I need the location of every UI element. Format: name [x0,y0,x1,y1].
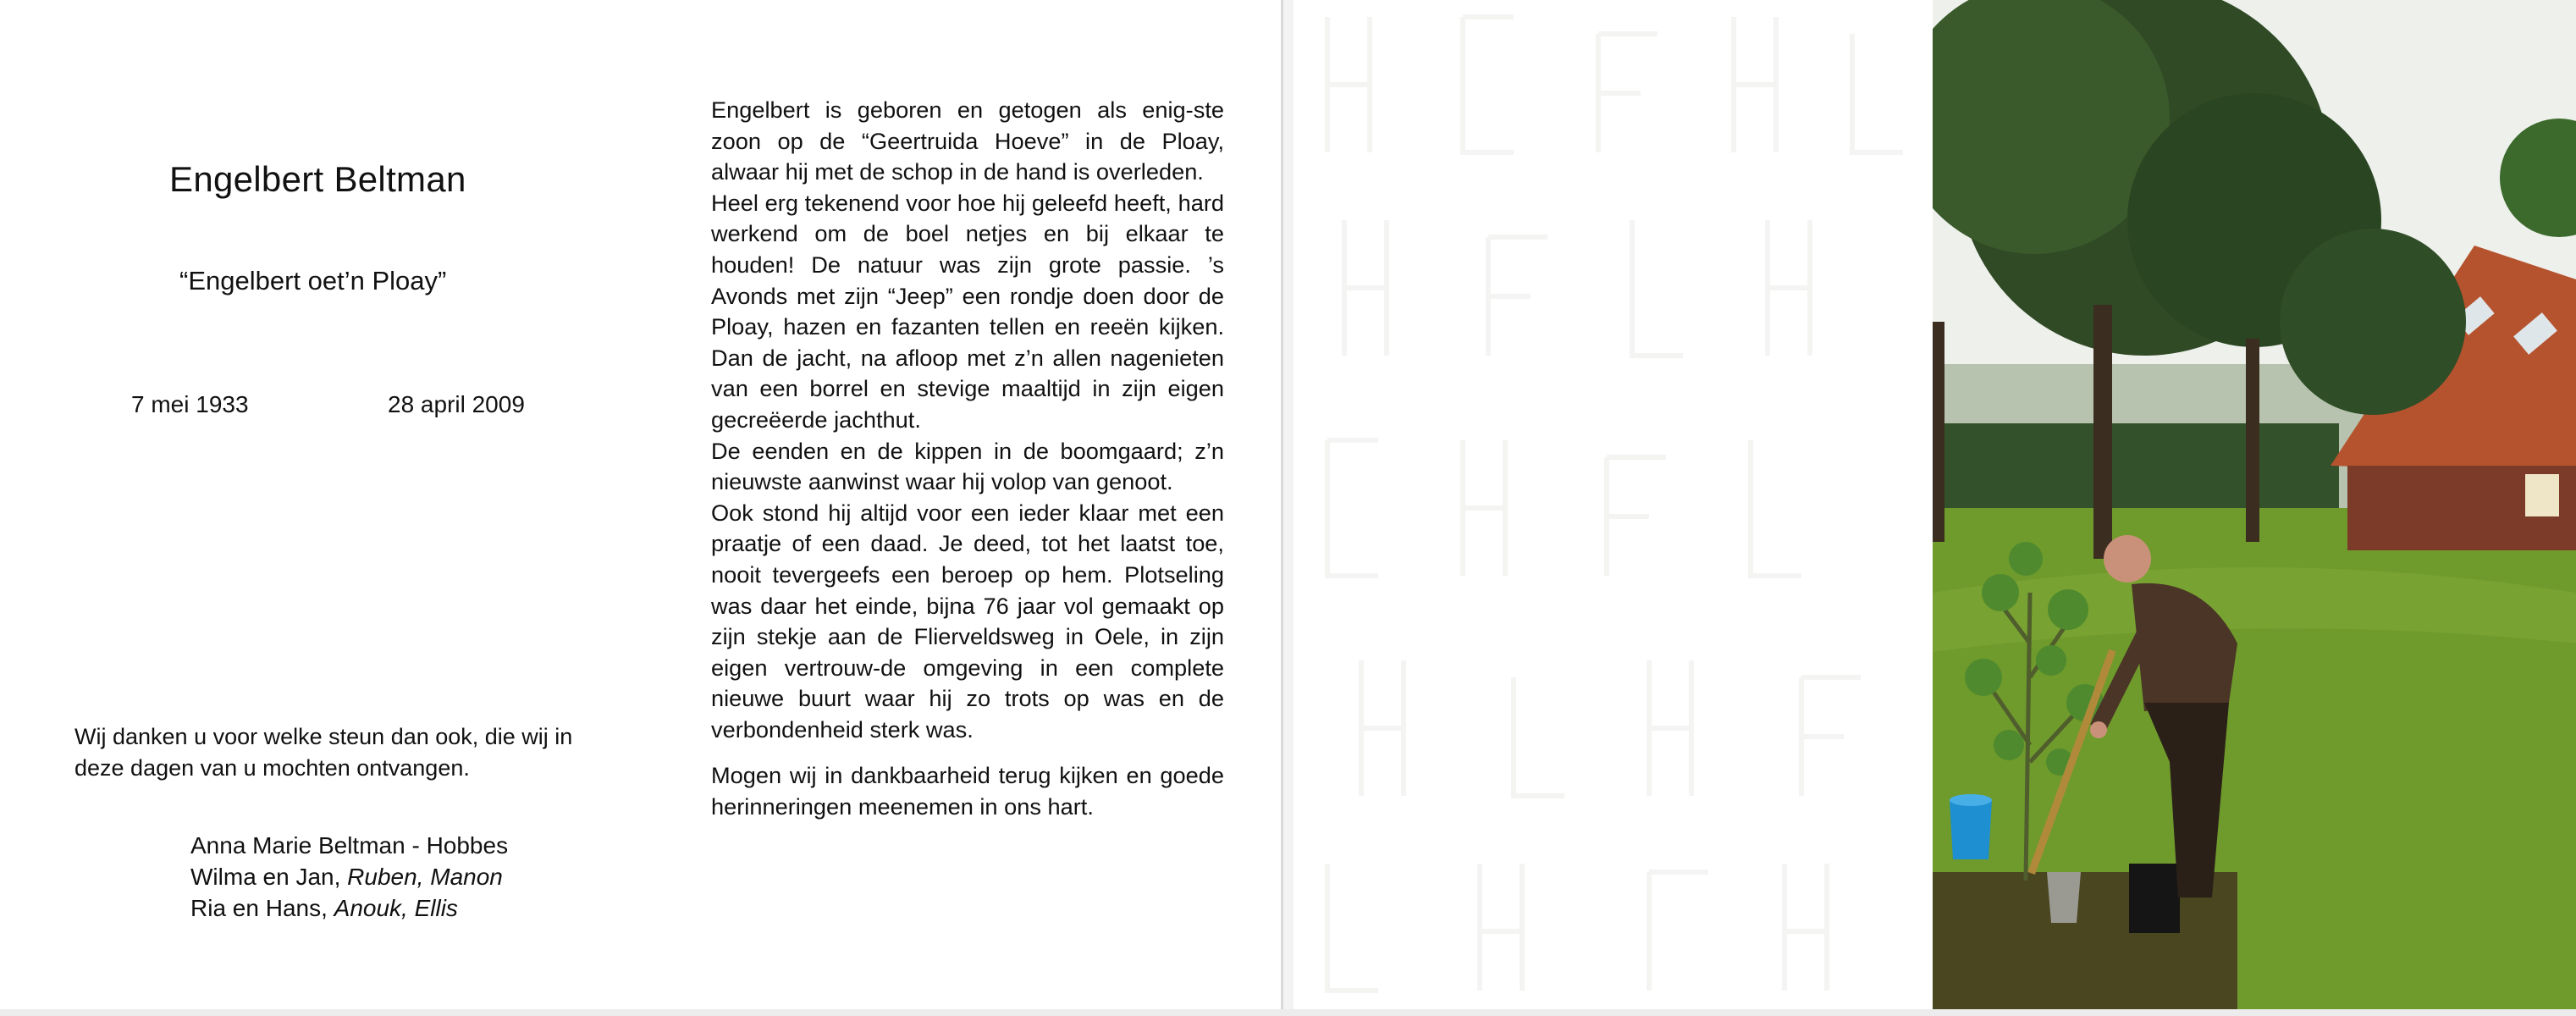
nickname: “Engelbert oet’n Ploay” [179,266,447,295]
birth-date: 7 mei 1933 [131,391,249,417]
memorial-photo [1933,0,2576,1009]
deceased-name: Engelbert Beltman [169,159,466,199]
bio-paragraph: Heel erg tekenend voor hoe hij geleefd heeft, hard werkend om de boel netjes en bij elkaar te houden! De natuur was zijn grote passie. ’s Avonds met zijn “Jeep” een rondje doen door de Ploay, hazen en fazanten tellen en reeën kijken. Dan de jacht, na afloop met z’n allen nagenieten van een borrel en stevige maaltijd in zijn eigen gecreëerde jachthut. [711,189,1224,433]
family-names: Anna Marie Beltman - Hobbes [190,832,509,859]
embossed-pattern [1294,0,1927,1016]
card-fold [1283,0,1294,1016]
grandchildren-names: Ruben, Manon [347,864,503,890]
thank-you-note: Wij danken u voor welke steun dan ook, die wij in deze dagen van u mochten ontvangen. [74,724,573,781]
bio-paragraph: De eenden en de kippen in de boomgaard; z’n nieuwste aanwinst waar hij volop van genoot. [711,437,1224,495]
family-names: Ria en Hans, [190,895,334,921]
family-list [190,830,508,924]
bio-paragraph: Ook stond hij altijd voor een ieder klaar met een praatje of een daad. Je deed, tot het laatst toe, nooit tevergeefs een beroep op hem. Plotseling was daar het einde, bijna 76 jaar vol gemaakt op zijn stekje aan de Flierveldsweg in Oele, in zijn eigen vertrouw-de omgeving in een complete nieuwe buurt waar hij zo trots op was en de verbondenheid sterk was. [711,499,1224,743]
photo-man-planting-tree [1933,0,2576,1009]
family-names: Wilma en Jan, [190,864,348,890]
family-line [190,830,508,861]
bio-paragraph: Engelbert is geboren en getogen als enig-ste zoon op de “Geertruida Hoeve” in de Ploay, alwaar hij met de schop in de hand is overleden. [711,97,1224,185]
grandchildren-names: Anouk, Ellis [334,895,458,921]
card-left-page [0,0,1283,1016]
card-bottom-edge [0,1009,2576,1016]
family-line [190,892,508,924]
biography [711,95,1224,823]
bio-paragraph: Mogen wij in dankbaarheid terug kijken en goede herinneringen meenemen in ons hart. [711,762,1224,820]
death-date: 28 april 2009 [388,391,525,417]
family-line [190,861,508,892]
